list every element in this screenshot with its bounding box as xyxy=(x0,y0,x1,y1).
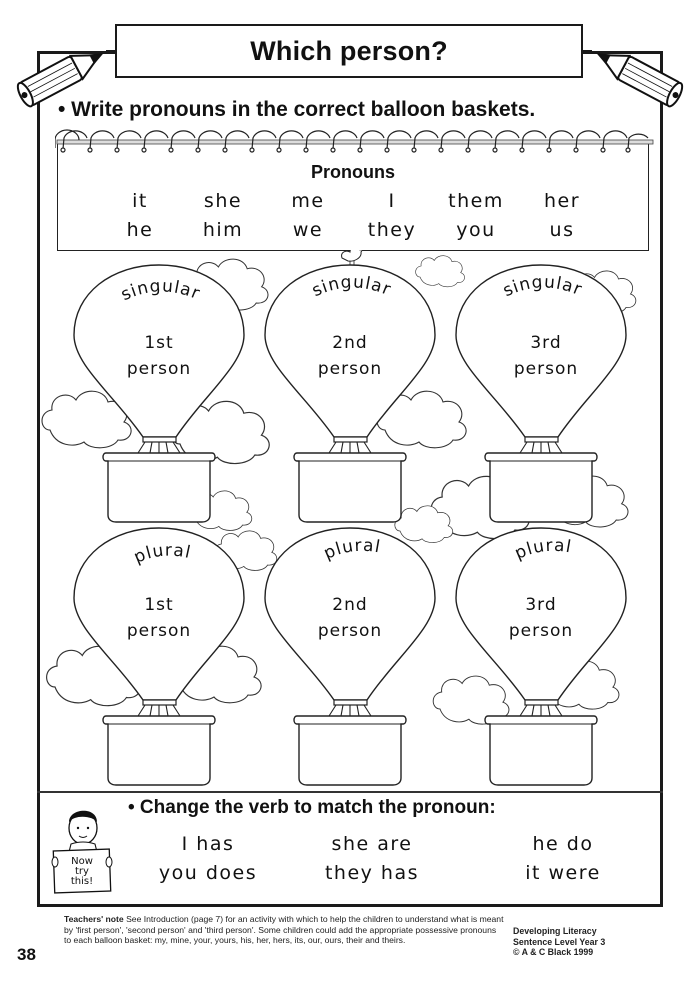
basket-plural-1st[interactable] xyxy=(108,716,210,785)
balloon-plural-2nd xyxy=(318,592,382,644)
pronoun-word: us xyxy=(549,219,575,241)
pronoun-word: her xyxy=(543,190,581,212)
svg-text:plural xyxy=(131,541,193,568)
pronoun-word: she xyxy=(203,190,243,212)
svg-text:singular xyxy=(309,272,394,301)
basket-singular-3rd[interactable] xyxy=(490,453,592,522)
balloon-person-ordinal: 1st xyxy=(144,595,174,615)
pronoun-word: me xyxy=(291,190,325,212)
verb-pair: she are xyxy=(331,833,413,855)
sign-text-now: Now xyxy=(71,856,93,867)
verb-pair: they has xyxy=(324,862,420,884)
pronoun-word: them xyxy=(448,190,504,212)
svg-text:singular xyxy=(118,276,203,305)
balloon-number-label: plural xyxy=(511,535,574,564)
balloon-number-label: singular xyxy=(499,272,586,302)
pronoun-word: he xyxy=(126,219,154,241)
svg-text:plural xyxy=(512,536,573,564)
balloon-singular-1st xyxy=(127,330,191,382)
series-credit xyxy=(513,926,605,958)
verb-pair: it were xyxy=(525,862,601,884)
svg-text:plural xyxy=(321,536,382,564)
instruction-write-pronouns: • Write pronouns in the correct balloon baskets. xyxy=(58,98,536,121)
balloon-person-word: person xyxy=(317,359,383,379)
instruction-change-verb: • Change the verb to match the pronoun: xyxy=(128,797,496,818)
now-try-this-boy-icon xyxy=(45,800,117,900)
title-banner xyxy=(115,24,583,78)
balloon-person-word: person xyxy=(126,621,192,641)
balloon-person-word: person xyxy=(317,621,383,641)
page-title: Which person? xyxy=(250,35,448,66)
balloon-person-word: person xyxy=(126,359,192,379)
pronoun-word: you xyxy=(456,219,496,241)
pronouns-row-2 xyxy=(58,219,648,245)
balloon-number-label: singular xyxy=(117,276,204,306)
teachers-note-label: Teachers' note xyxy=(64,914,124,924)
teachers-note-text: See Introduction (page 7) for an activity with which to help the children to understand what is meant by 'first person', 'second person' and 'third person'. Some children could add the appropriate possessive pronouns to each balloon basket: my, mine, your, yours, his, her, hers, its, our, ours, their and theirs. xyxy=(64,914,504,946)
verb-pair: you does xyxy=(158,862,258,884)
basket-plural-2nd[interactable] xyxy=(299,716,401,785)
balloon-person-ordinal: 2nd xyxy=(332,333,368,353)
svg-text:singular xyxy=(500,272,585,301)
copyright: © A & C Black 1999 xyxy=(513,947,594,958)
pronoun-word: they xyxy=(367,219,417,241)
verb-pair: he do xyxy=(532,833,594,855)
balloon-person-word: person xyxy=(513,359,579,379)
balloon-number-label: plural xyxy=(320,535,383,564)
pronouns-heading: Pronouns xyxy=(311,162,395,182)
series-level: Sentence Level Year 3 xyxy=(513,936,606,947)
balloon-plural-3rd xyxy=(509,592,573,644)
balloon-plural-1st xyxy=(127,592,191,644)
balloon-person-ordinal: 3rd xyxy=(530,333,562,353)
balloon-number-label: singular xyxy=(308,272,395,302)
basket-singular-2nd[interactable] xyxy=(299,453,401,522)
pronoun-word: him xyxy=(202,219,244,241)
balloon-singular-2nd xyxy=(318,330,382,382)
pronoun-word: we xyxy=(292,219,324,241)
teachers-note xyxy=(64,914,504,946)
page-number: 38 xyxy=(17,945,36,964)
balloon-person-word: person xyxy=(508,621,574,641)
pronoun-word: I xyxy=(388,190,396,212)
verb-pair: I has xyxy=(181,833,235,855)
balloon-person-ordinal: 3rd xyxy=(525,595,557,615)
pronoun-word: it xyxy=(132,190,148,212)
pronouns-row-1 xyxy=(58,190,648,216)
pencil-icon-right xyxy=(588,38,688,110)
sign-text-try: try xyxy=(75,866,89,877)
section-divider xyxy=(37,791,663,793)
series-title: Developing Literacy xyxy=(513,926,597,936)
notepad-spiral-binding-icon xyxy=(55,128,655,158)
balloon-person-ordinal: 2nd xyxy=(332,595,368,615)
basket-singular-1st[interactable] xyxy=(108,453,210,522)
balloon-singular-3rd xyxy=(514,330,578,382)
balloon-person-ordinal: 1st xyxy=(144,333,174,353)
basket-plural-3rd[interactable] xyxy=(490,716,592,785)
sign-text-this: this! xyxy=(70,876,94,887)
balloon-number-label: plural xyxy=(131,540,193,568)
pencil-icon-left xyxy=(12,38,112,110)
